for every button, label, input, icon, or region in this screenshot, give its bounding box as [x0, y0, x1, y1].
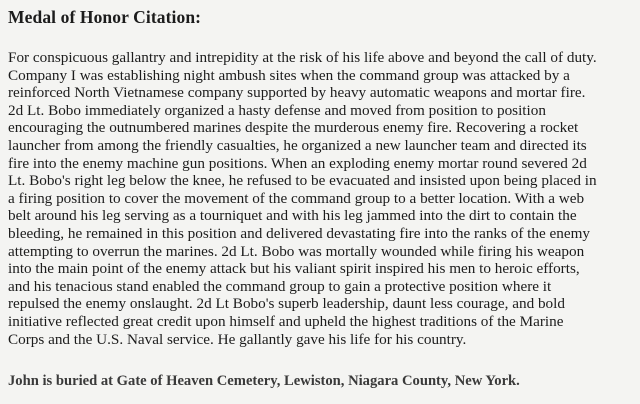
citation-line: repulsed the enemy onslaught. 2d Lt Bobo's superb leadership, daunt less courage, and bold [8, 295, 565, 313]
citation-line: reinforced North Vietnamese company supported by heavy automatic weapons and mortar fire. [8, 84, 586, 102]
citation-line: For conspicuous gallantry and intrepidity at the risk of his life above and beyond the call of duty. [8, 49, 597, 66]
citation-line: a firing position to cover the movement of the command group to a better location. With a web [8, 189, 585, 207]
burial-note: John is buried at Gate of Heaven Cemetery, Lewiston, Niagara County, New York. [8, 373, 520, 390]
citation-line: and his tenacious stand enabled the command group to gain a protective position where it [8, 277, 552, 295]
citation-line: belt around his leg serving as a tourniquet and with his leg jammed into the dirt to contain the [8, 207, 577, 225]
citation-line: bleeding, he remained in this position and delivered devastating fire into the ranks of the enemy [8, 224, 591, 242]
citation-line: Company I was establishing night ambush sites when the command group was attacked by a [8, 66, 570, 84]
citation-body [8, 49, 632, 348]
citation-line: Corps and the U.S. Naval service. He gallantly gave his life for his country. [8, 330, 467, 348]
citation-line: into the main point of the enemy attack but his valiant spirit inspired his men to heroic efforts, [8, 260, 580, 278]
citation-line: encouraging the outnumbered marines despite the murderous enemy fire. Recovering a rocket [8, 119, 579, 137]
citation-line: Lt. Bobo's right leg below the knee, he refused to be evacuated and insisted upon being placed in [8, 172, 597, 190]
citation-heading: Medal of Honor Citation: [8, 7, 202, 27]
citation-line: launcher from among the friendly casualties, he organized a new launcher team and directed its [8, 136, 587, 154]
citation-line: 2d Lt. Bobo immediately organized a hasty defense and moved from position to position [8, 101, 546, 119]
citation-line: fire into the enemy machine gun positions. When an exploding enemy mortar round severed 2d [8, 154, 587, 172]
citation-line: initiative reflected great credit upon himself and upheld the highest traditions of the Marine [8, 312, 564, 330]
citation-line: attempting to overrun the marines. 2d Lt. Bobo was mortally wounded while firing his weapon [8, 242, 585, 260]
